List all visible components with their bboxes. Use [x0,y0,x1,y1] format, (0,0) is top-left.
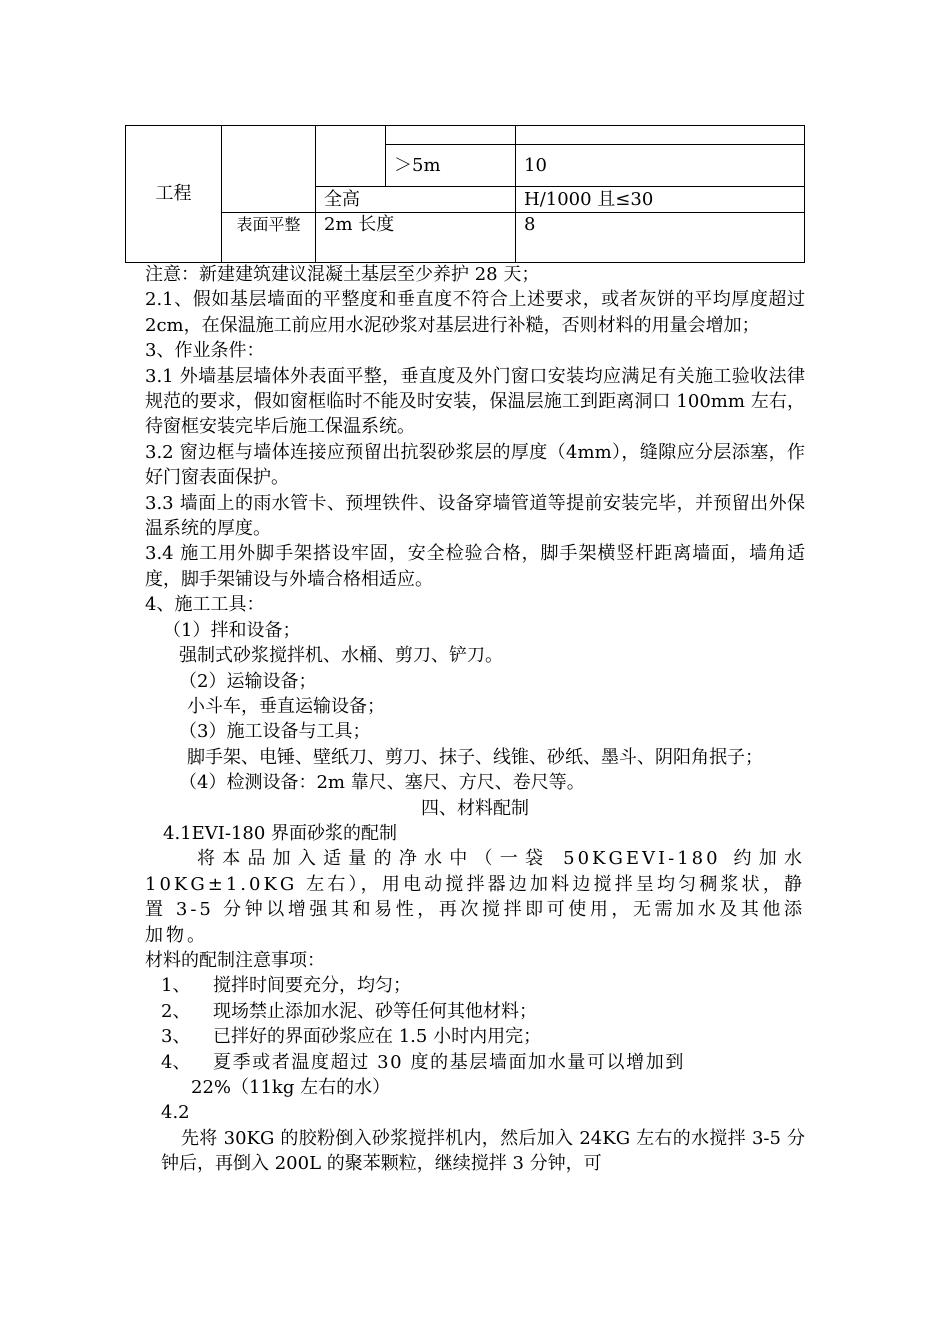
tools-2-heading: （2）运输设备； [179,670,317,692]
table-cell [316,126,386,187]
paragraph-3-2: 3.2 窗边框与墙体连接应预留出抗裂砂浆层的厚度（4mm），缝隙应分层添塞，作好门窗表面保护。 [145,441,805,489]
table-cell [516,126,805,145]
tolerance-table [125,125,805,263]
list-item-number: 3、 [161,1026,191,1048]
tools-3-body: 脚手架、电锤、壁纸刀、剪刀、抹子、线锥、砂纸、墨斗、阴阳角抿子； [187,746,763,768]
table-row [126,126,805,145]
table-cell: 10 [516,145,805,187]
section-four-heading: 四、材料配制 [421,797,529,819]
paragraph-4-1-body: 将本品加入适量的净水中（一袋 50KGEVI-180 约加水 10KG±1.0KG 左右），用电动搅拌器边加料边搅拌呈均匀稠浆状，静置 3-5 分钟以增强其和易性，再次搅拌即可使用，无需加水及其他添加物。 [145,848,805,946]
paragraph-2-1: 2.1、假如基层墙面的平整度和垂直度不符合上述要求，或者灰饼的平均厚度超过 2cm，在保温施工前应用水泥砂浆对基层进行补糙，否则材料的用量会增加； [145,289,805,336]
list-item-number: 2、 [161,1000,191,1022]
table-row [126,213,805,263]
table-cell: 8 [516,213,805,263]
tools-3-heading: （3）施工设备与工具； [179,721,371,743]
table-row-group-label: 工程 [126,126,222,263]
paragraph-4-2-title: 4.2 [161,1102,190,1124]
tools-2-body: 小斗车，垂直运输设备； [187,695,385,717]
list-item [145,1050,805,1075]
list-item-text: 夏季或者温度超过 30 度的基层墙面加水量可以增加到 [213,1051,685,1073]
table-cell-surface-flat: 表面平整 [222,213,316,263]
paragraph-3-3: 3.3 墙面上的雨水管卡、预埋铁件、设备穿墙管道等提前安装完毕，并预留出外保温系统的厚度。 [145,492,805,540]
list-item-number: 1、 [161,975,191,997]
list-item [145,1024,805,1049]
tools-4-heading: （4）检测设备：2m 靠尺、塞尺、方尺、卷尺等。 [179,772,585,794]
paragraph-4-2-body: 先将 30KG 的胶粉倒入砂浆搅拌机内，然后加入 24KG 左右的水搅拌 3-5 分钟后，再倒入 200L 的聚苯颗粒，继续搅拌 3 分钟，可 [161,1127,805,1175]
section-4-heading: 4、施工工具： [145,594,265,616]
list-item [145,973,805,998]
notes-title: 材料的配制注意事项： [145,949,325,971]
list-item [145,999,805,1024]
table-cell: 全高 [316,187,516,213]
table-cell: ＞5m [386,145,516,187]
table-cell: 2m 长度 [316,213,516,263]
section-3-heading: 3、作业条件： [145,340,265,362]
list-item-text: 搅拌时间要充分，均匀； [213,975,411,997]
list-item-text: 已拌好的界面砂浆应在 1.5 小时内用完； [213,1026,542,1048]
paragraph-4-1-title: 4.1EVI-180 界面砂浆的配制 [163,822,398,844]
table-cell: H/1000 且≤30 [516,187,805,213]
list-item-number: 4、 [161,1051,191,1073]
table-cell [222,126,316,213]
paragraph-3-4: 3.4 施工用外脚手架搭设牢固，安全检验合格，脚手架横竖杆距离墙面，墙角适度，脚手架铺设与外墙合格相适应。 [145,543,805,590]
tools-1-body: 强制式砂浆搅拌机、水桶、剪刀、铲刀。 [179,645,503,667]
list-item-continuation: 22%（11kg 左右的水） [191,1077,391,1098]
document-body [145,262,805,1177]
note-paragraph: 注意：新建建筑建议混凝土基层至少养护 28 天； [145,264,540,285]
list-item-text: 现场禁止添加水泥、砂等任何其他材料； [213,1000,537,1022]
paragraph-3-1: 3.1 外墙基层墙体外表面平整，垂直度及外门窗口安装均应满足有关施工验收法律规范的要求，假如窗框临时不能及时安装，保温层施工到距离洞口 100mm 左右，待窗框安装完毕后施工保温系统。 [145,365,805,438]
table-cell [386,126,516,145]
tools-1-heading: （1）拌和设备； [163,619,301,641]
